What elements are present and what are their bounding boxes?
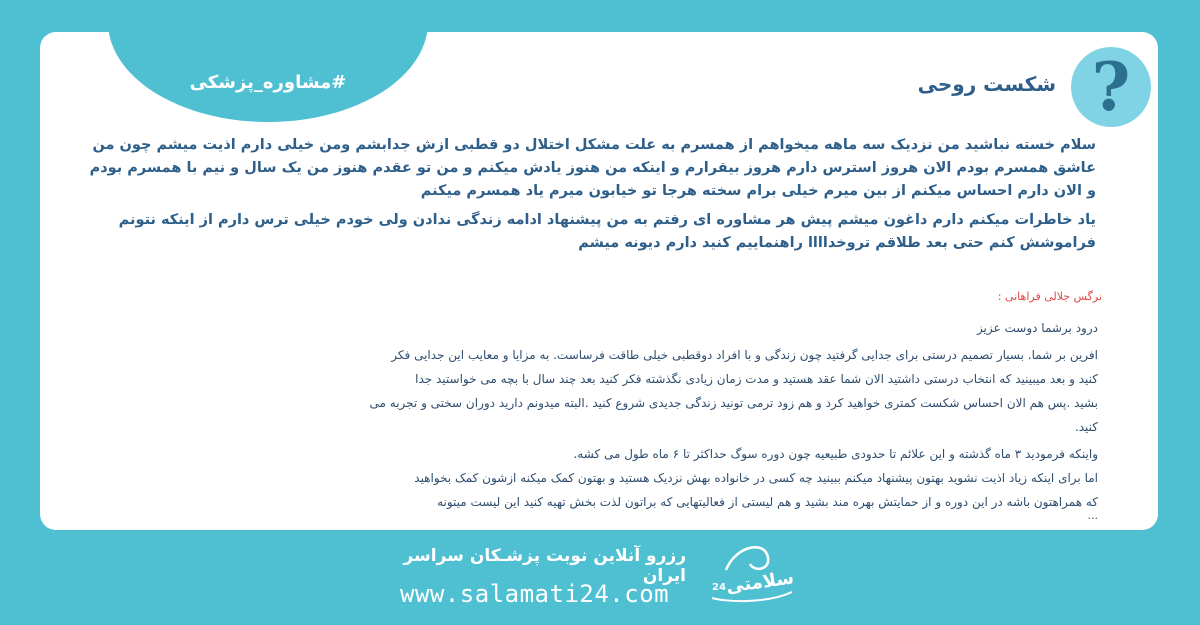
footer-url[interactable]: www.salamati24.com [400,580,670,608]
answer-line: کنید. [1074,420,1098,434]
question-paragraph: سلام خسته نباشید من نزدیک سه ماهه میخواهم از همسرم به علت مشکل اختلال دو قطبی ازش جدابشم ومن خیلی دارم اذیت میشم چون من عاشق همسرم بودم الان هروز استرس دارم هروز بیقرارم و اینکه من هنوز یادش میکنم و من تو عقدم هنوز من یک سال و نیم با همسرم بودم و الان دارم احساس میکنم از بین میرم خیلی برام سخته هرجا تو خیابون میرم یاد همسرم میکنم [89,137,1096,199]
answer-ellipsis: ... [1087,509,1098,522]
logo-number: 24 [712,582,726,593]
answer-line: که همراهتون باشه در این دوره و از حمایتش بهره مند بشید و هم لیستی از فعالیتهایی که براتون لذت بخش تهیه کنید این لیست میتونه [437,495,1098,509]
answer-greeting: درود برشما دوست عزیز [976,321,1098,335]
hashtag-label: #مشاوره_پزشکی [189,72,347,93]
answer-line: افرین بر شما. بسیار تصمیم درستی برای جدایی گرفتید چون زندگی و با افراد دوقطبی خیلی طاقت فرساست. به مزایا و معایب این جدایی فکر [391,348,1098,362]
logo-text: سلامتی [724,567,796,598]
footer-tagline: رزرو آنلاین نوبت پزشـکان سراسر ایران [403,546,686,586]
question-paragraph: یاد خاطرات میکنم دارم داغون میشم پیش هر مشاوره ای رفتم به من پیشنهاد ادامه زندگی ندادن ولی خودم خیلی ترس دارم از اینکه نتونم فراموشش کنم حتی بعد طلاقم تروخداااا راهنماییم کنید دارم دیونه میشم [118,212,1096,251]
question-mark-icon: ? [1071,47,1151,127]
brand-logo [706,540,796,610]
answer-line: اما برای اینکه زیاد اذیت نشوید بهتون پیشنهاد میکنم ببینید چه کسی در خانواده بهش نزدیک هستید و بهتون کمک میکنه ازشون کمک بخواهید [414,471,1098,485]
hashtag-badge [108,32,428,122]
answer-line: واینکه فرمودید ۳ ماه گذشته و این علائم تا حدودی طبیعیه چون دوره سوگ حداکثر تا ۶ ماه طول می کشه. [573,447,1098,461]
answer-body [88,316,1098,514]
answer-line: کنید و بعد میبینید که انتخاب درستی داشتید الان شما عقد هستید و مدت زمان زیادی نگذشته فکر کنید بعد چند سال با بچه می خواستید جدا [415,372,1098,386]
question-title: شکست روحی [917,72,1056,96]
content-card [40,32,1158,530]
question-body [76,134,1096,261]
answer-author: نرگس جلالی فراهانی : [997,290,1102,303]
answer-line: بشید .پس هم الان احساس شکست کمتری خواهید کرد و هم زود ترمی تونید زندگی جدیدی شروع کنید .البته میدونم دارید دوران سختی و تجربه می [369,396,1098,410]
